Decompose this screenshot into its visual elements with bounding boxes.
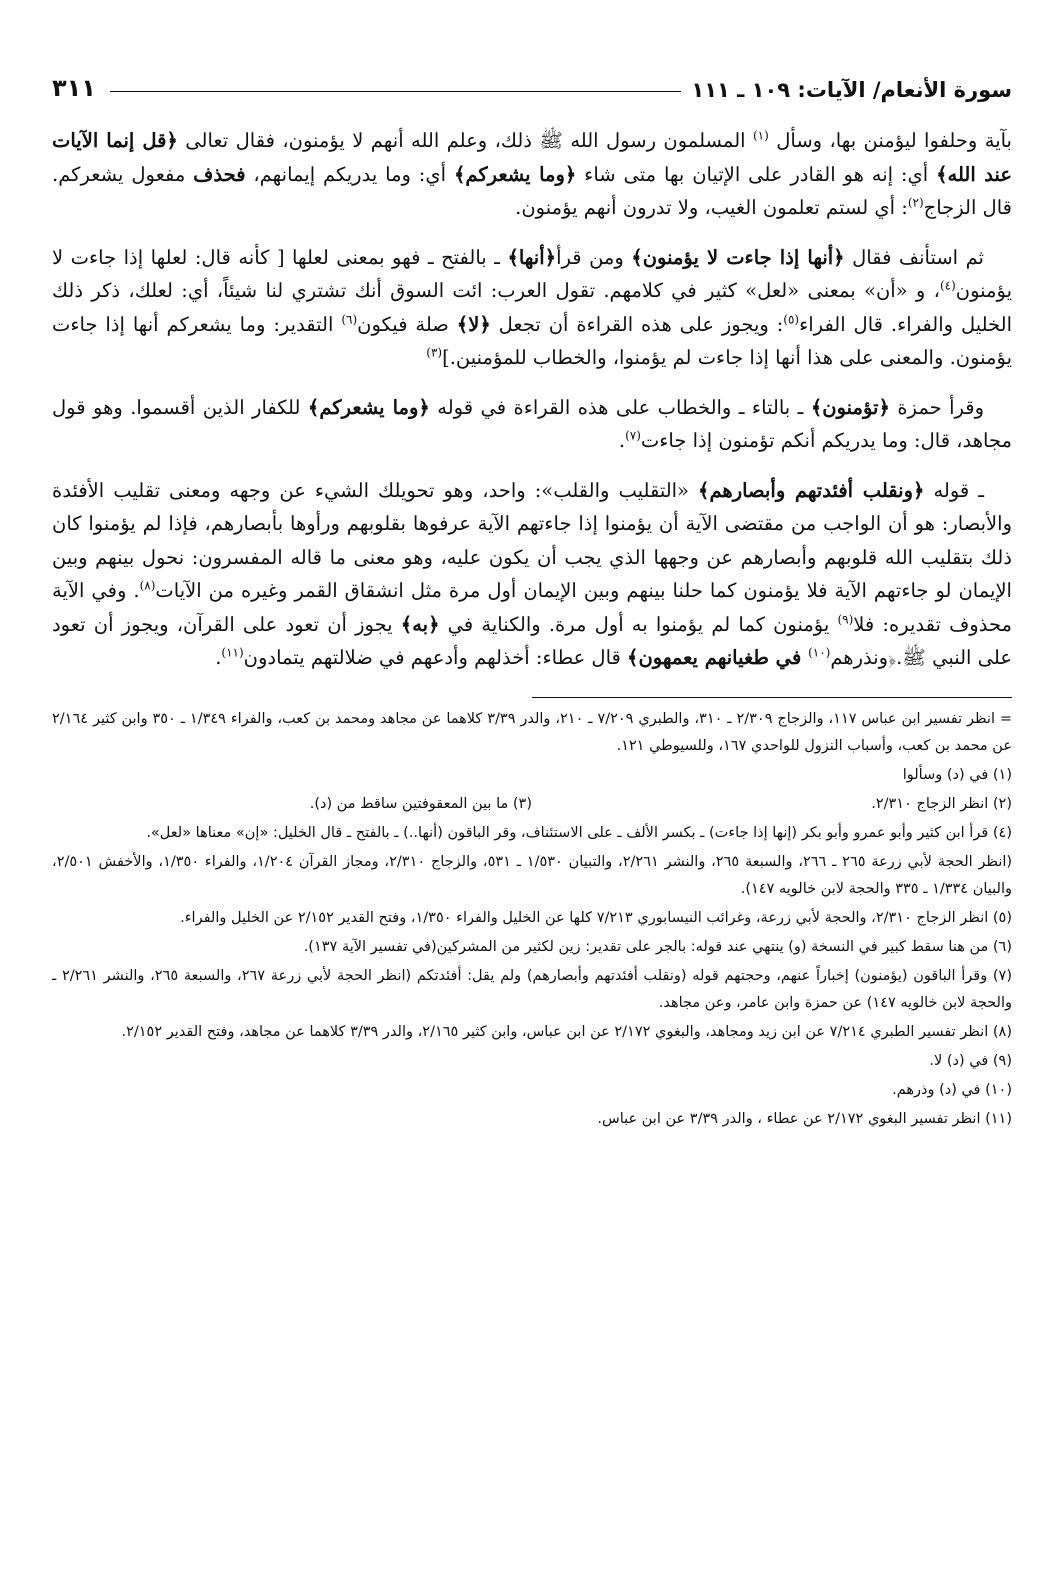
footnote-row [52, 791, 1012, 820]
text-run: ومن قرأ [556, 245, 632, 269]
text-run: وقرأ حمزة [889, 395, 984, 419]
text-run: يؤمنون كما لم يؤمنوا به أول مرة. والكناية في [439, 612, 838, 636]
footnote-ref: (٣) [426, 345, 443, 360]
header-rule [110, 91, 681, 92]
text-run: ﴿ونذرهم [830, 646, 897, 669]
footnotes [52, 706, 1012, 1133]
text-run: بآية وحلفوا ليؤمنن بها، وسأل [768, 129, 1012, 152]
quran-quote: ﴿به﴾ [400, 612, 440, 636]
text-run: ، و «أن» بمعنى «لعل» كثير في كلامهم. تقول العرب: ائت السوق أنك تشتري لنا شيئاً، أي: لعلك، ذكر ذلك الخليل والفراء. قال الفراء [52, 279, 1012, 336]
footnote-5: (٥) انظر الزجاج ٢/٣١٠، والحجة لأبي زرعة، وغرائب النيسابوري ٧/٢١٣ كلها عن الخليل والفراء ١/٣٥٠، وفتح القدير ٢/١٥٢ عن الخليل والفراء. [180, 909, 1012, 926]
footnote-7: (٧) وقرأ الباقون (يؤمنون) إخباراً عنهم، وحجتهم قوله (ونقلب أفئدتهم وأبصارهم) ولم يقل: أفئدتكم (انظر الحجة لأبي زرعة ٢٦٧، والسبعة ٢٦٥، والنشر ٢/٢٦١ ـ والحجة لابن خالويه ١٤٧) عن حمزة وابن عامر، وعن مجاهد. [52, 967, 1012, 1011]
paragraph [52, 241, 1012, 375]
footnote-6: (٦) من هنا سقط كبير في النسخة (و) ينتهي عند قوله: بالجر على تقدير: زين لكثير من المشركين(في تفسير الآية ١٣٧). [303, 938, 1012, 955]
footnote-ref: (٧) [625, 428, 641, 443]
footnote-ref: (٢) [907, 195, 924, 210]
text-run: ـ قوله [924, 478, 984, 502]
footnote-4-sources: (انظر الحجة لأبي زرعة ٢٦٥ ـ ٢٦٦، والسبعة ٢٦٥، والنشر ٢/٢٦١، والتبيان ١/٥٣٠ ـ ٥٣١، والزجاج ٢/٣١٠، ومجاز القرآن ١/٢٠٤، والفراء ١/٣٥٠، والأخفش ٢/٥٠١، والبيان ١/٣٣٤ ـ ٣٣٥ والحجة لابن خالويه ١٤٧). [52, 853, 1013, 897]
text-run: : ويجوز على هذه القراءة أن تجعل [490, 312, 784, 336]
text-run: : أي لستم تعلمون الغيب، ولا تدرون أنهم يؤمنون. [515, 196, 908, 219]
page-header [52, 58, 1012, 102]
quran-quote: ﴿وما يشعركم﴾ [453, 162, 577, 186]
footnote-separator [532, 697, 1012, 698]
text-run: التقدير: وما يشعركم أنها إذا جاءت يؤمنون. والمعنى على هذا أنها إذا جاءت لم يؤمنوا، والخطاب للمؤمنين. [52, 312, 1012, 369]
quran-quote: ﴿ونقلب أفئدتهم وأبصارهم﴾ [698, 478, 925, 502]
quran-quote: ﴿أنها﴾ [507, 245, 557, 269]
main-text [52, 124, 1012, 675]
footnote-ref: (٩) [837, 612, 854, 626]
footnote-ref: (١١) [221, 645, 244, 660]
paragraph [52, 124, 1012, 225]
text-run: يجوز أن تعود على القرآن، ويجوز أن تعود على النبي ﷺ. [52, 612, 1012, 669]
quran-quote: ﴿لا﴾ [456, 312, 491, 336]
quran-quote: فحذف [193, 162, 246, 186]
footnote-ref: (٨) [139, 578, 156, 593]
footnote-ref: (١٠) [808, 645, 831, 660]
text-run: ] [442, 346, 450, 369]
footnote-ref: (٤) [939, 278, 956, 293]
paragraph [52, 474, 1012, 675]
quran-quote: ﴿أنها إذا جاءت لا يؤمنون﴾ [631, 245, 845, 269]
footnote-9: (٩) في (د) لا. [929, 1052, 1012, 1069]
footnote-11: (١١) انظر تفسير البغوي ٢/١٧٢ عن عطاء ، والدر ٣/٣٩ عن ابن عباس. [597, 1110, 1012, 1127]
footnote-ref: (٥) [783, 312, 800, 326]
text-run: قال عطاء: أخذلهم وأدعهم في ضلالتهم يتمادون [243, 646, 628, 669]
quran-quote: في طغيانهم يعمهون﴾ [627, 646, 809, 669]
quran-quote: ﴿تؤمنون﴾ [810, 395, 890, 419]
footnote-ref: (١) [752, 128, 769, 143]
footnote-1: (١) في (د) وسألوا [902, 766, 1012, 783]
text-run: مفعول يشعركم. قال الزجاج [52, 162, 1012, 219]
quran-quote: ﴿وما يشعركم﴾ [307, 395, 430, 419]
text-run: ـ بالفتح ـ فهو بمعنى لعلها [ كأنه قال: لعلها إذا جاءت لا يؤمنون [52, 245, 1012, 302]
text-run: للكفار الذين أقسموا. وهو قول مجاهد، قال: وما يدريكم أنكم تؤمنون إذا جاءت [52, 395, 1012, 452]
footnote-2: (٢) انظر الزجاج ٢/٣١٠. [871, 795, 1012, 812]
text-run: أي: وما يدريكم إيمانهم، [245, 162, 454, 186]
footnote-continuation: = انظر تفسير ابن عباس ١١٧، والزجاج ٢/٣٠٩ ـ ٣١٠، والطبري ٧/٢٠٩ ـ ٢١٠، والدر ٣/٣٩ كلاهما عن مجاهد ومحمد بن كعب، والفراء ١/٣٤٩ ـ ٣٥٠ وابن كثير ٢/١٦٤ عن محمد بن كعب، وأسباب النزول للواحدي ١٦٧، وللسيوطي ١٢١. [52, 710, 1013, 754]
text-run: المسلمون رسول الله ﷺ ذلك، وعلم الله أنهم لا يؤمنون، فقال تعالى [177, 129, 753, 152]
running-title: سورة الأنعام/ الآيات: ١٠٩ ـ ١١١ [691, 78, 1012, 102]
text-run: . وفي الآية محذوف تقديره: فلا [52, 579, 1012, 636]
text-run: صلة فيكون [357, 312, 457, 336]
quran-quote: ﴿قل إنما الآيات عند الله﴾ [52, 129, 1012, 186]
text-run: ـ بالتاء ـ والخطاب على هذه القراءة في قوله [429, 395, 811, 419]
text-run: أي: إنه هو القادر على الإتيان بها متى شاء [576, 162, 937, 186]
footnote-10: (١٠) في (د) وذرهم. [892, 1081, 1012, 1098]
footnote-3: (٣) ما بين المعقوفتين ساقط من (د). [309, 795, 532, 812]
footnote-8: (٨) انظر تفسير الطبري ٧/٢١٤ عن ابن زيد ومجاهد، والبغوي ٢/١٧٢ عن ابن عباس، وابن كثير ٢/١٦٥، والدر ٣/٣٩ كلاهما عن مجاهد، وفتح القدير ٢/١٥٢. [121, 1023, 1012, 1040]
text-run: . [215, 646, 222, 669]
footnote-4: (٤) قرأ ابن كثير وأبو عمرو وأبو بكر (إنها إذا جاءت) ـ بكسر الألف ـ على الاستئناف، وقر الباقون (أنها..) ـ بالفتح ـ قال الخليل: «إن» معناها «لعل». [146, 824, 1012, 841]
text-run: «التقليب والقلب»: واحد، وهو تحويلك الشيء عن وجهه ومعنى تقليب الأفئدة والأبصار: هو أن الواجب من مقتضى الآية أن يؤمنوا إذا جاءتهم الآية عرفوها بقلوبهم ورأوها بأبصارهم، فإذا لم يؤمنوا كان ذلك بتقليب الله قلوبهم وأبصارهم عن وجهها الذي يجب أن يكون عليه، وهو معنى ما قاله المفسرون: نحول بينهم وبين الإيمان لو جاءتهم الآية فلا يؤمنون كما حلنا بينهم وبين الإيمان أول مرة مثل انشقاق القمر وغيره من الآيات [52, 478, 1012, 602]
text-run: . [618, 429, 626, 452]
text-run: ثم استأنف فقال [844, 245, 984, 269]
paragraph [52, 391, 1012, 458]
page-number: ٣١١ [52, 74, 96, 102]
footnote-ref: (٦) [341, 312, 358, 326]
